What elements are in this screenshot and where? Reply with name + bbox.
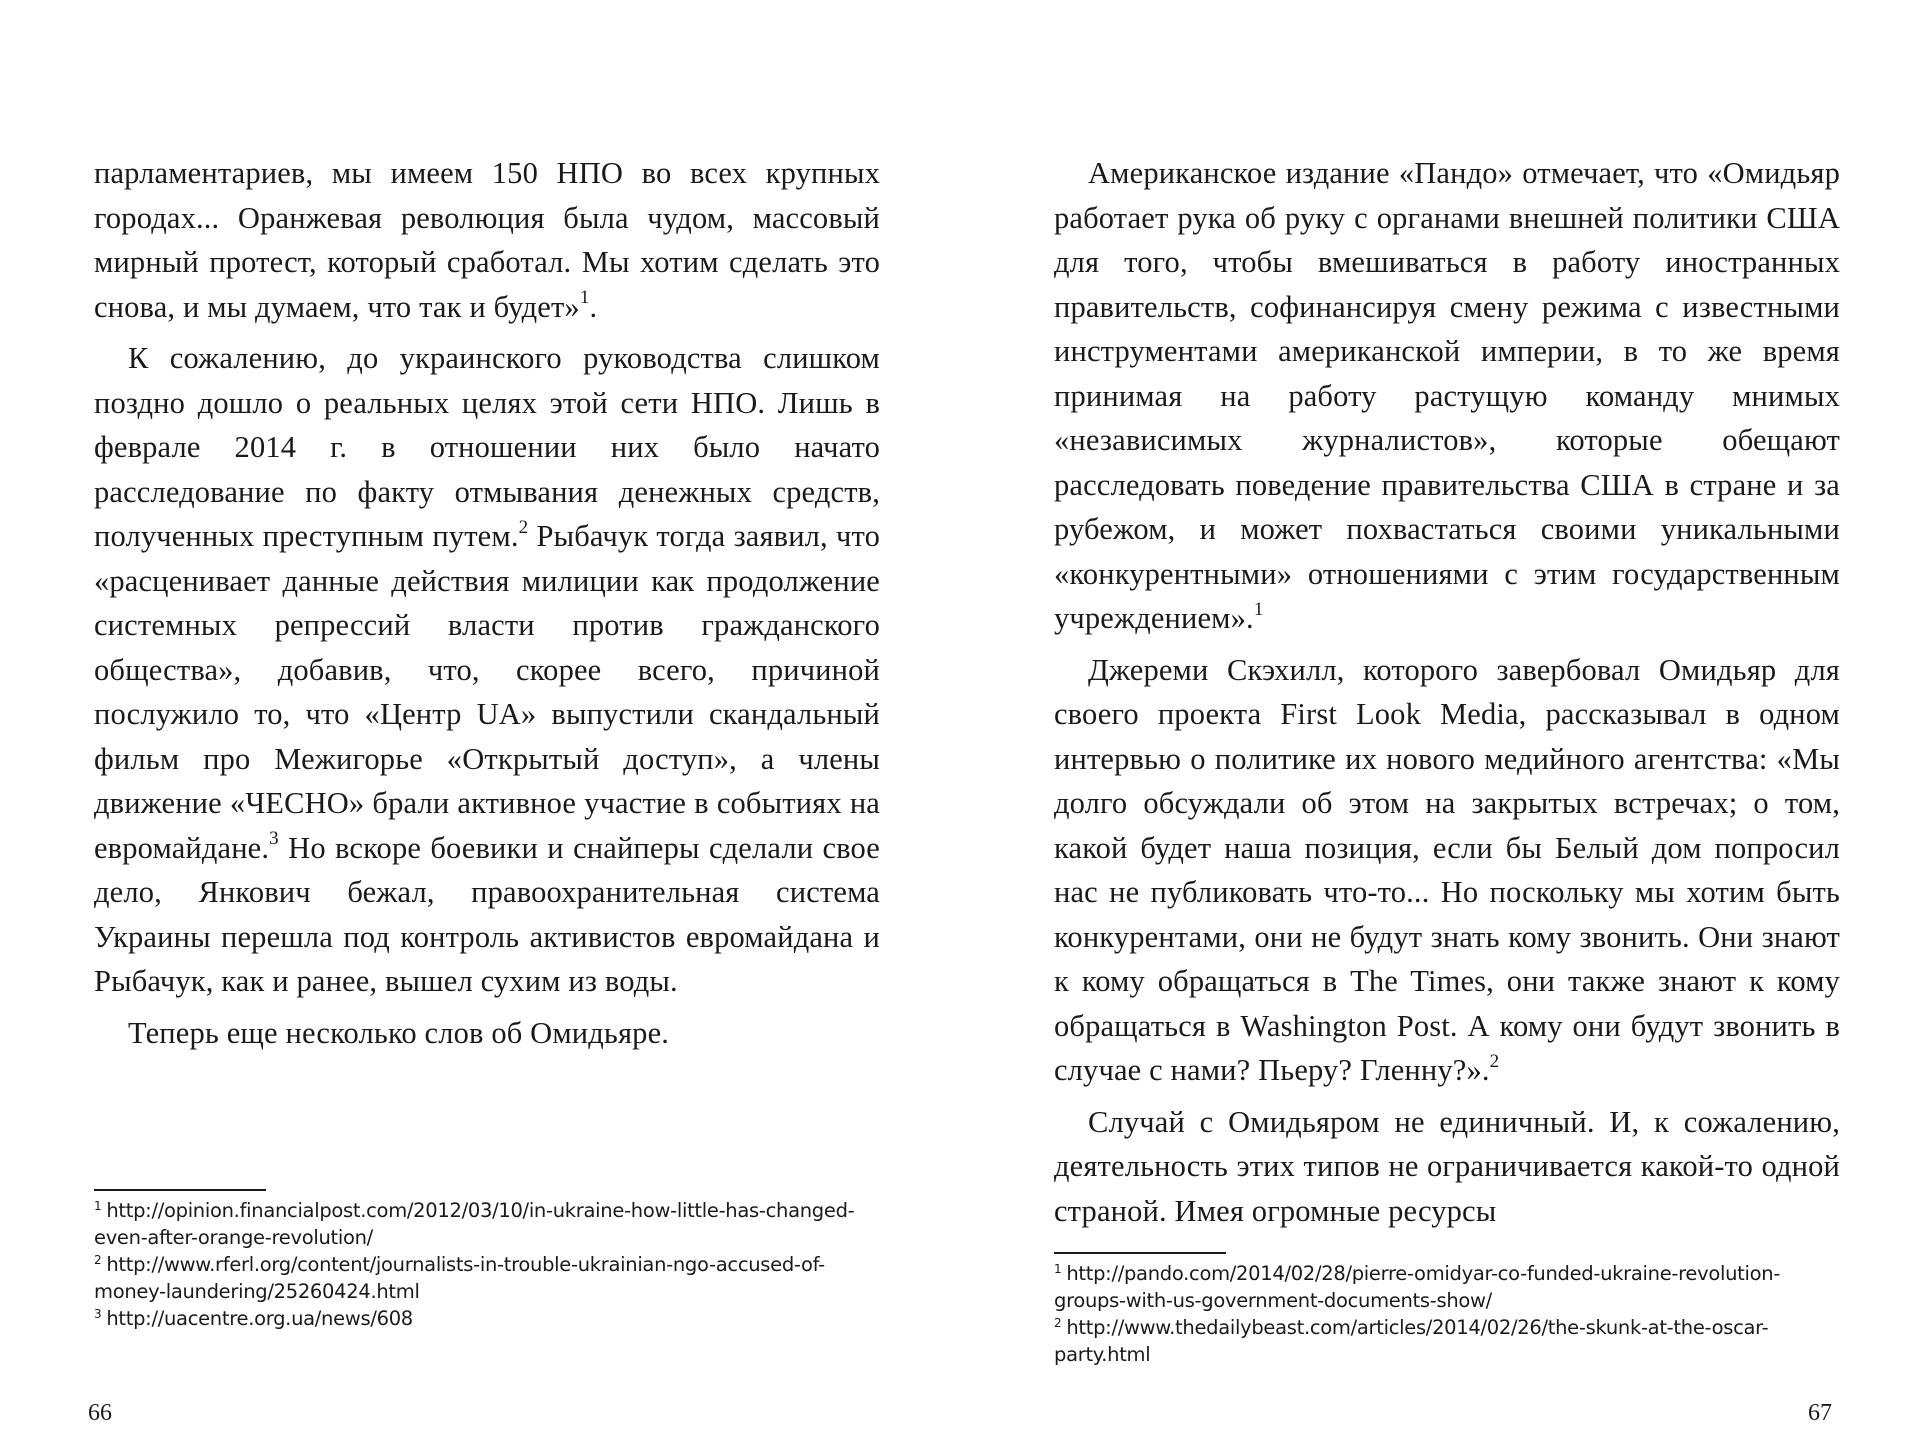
left-page-number: 66: [88, 1400, 112, 1426]
footnote: [94, 1305, 894, 1332]
footnote-line: [94, 1305, 894, 1332]
text-run: Американское издание «Пандо» отмечает, что «Омидьяр работает рука об руку с органами внешней политики США для того, чтобы вмешиваться в работу иностранных правительств, софинансируя смену режима с известными инструментами американской империи, в то же время принимая на работу растущую команду мнимых «независимых журналистов», которые обещают расследовать поведение правительства США в стране и за рубежом, и может похвастаться своими уникальными «конкурентными» отношениями с этим государственным учреждением».: [1054, 156, 1840, 635]
footnote-url: http://www.thedailybeast.com/articles/2014/02/26/the-skunk-at-the-oscar-party.html: [1054, 1316, 1769, 1366]
footnote: [1054, 1314, 1854, 1368]
right-page-number: 67: [1808, 1400, 1832, 1426]
footnote-url: groups-with-us-government-documents-show/: [1054, 1289, 1492, 1312]
text-run: Рыбачук тогда заявил, что «расценивает данные действия милиции как продолжение системных репрессий власти против гражданского общества», добавив, что, скорее всего, причиной послужило то, что «Центр UA» выпустили скандальный фильм про Межигорье «Открытый доступ», а члены движение «ЧЕСНО» брали активное участие в событиях на евромайдане.: [94, 519, 880, 865]
left-footnote-rule: [94, 1189, 266, 1191]
footnote: [94, 1251, 894, 1305]
footnote-line: [1054, 1260, 1854, 1287]
footnote-url: even-after-orange-revolution/: [94, 1226, 373, 1249]
footnote-mark: 1: [1054, 1261, 1062, 1276]
text-run: Джереми Скэхилл, которого завербовал Омидьяр для своего проекта First Look Media, рассказывал в одном интервью о политике их нового медийного агентства: «Мы долго обсуждали об этом на закрытых встречах; о том, какой будет наша позиция, если бы Белый дом попросил нас не публиковать что-то... Но поскольку мы хотим быть конкурентами, они не будут знать кому звонить. Они знают к кому обращаться в The Times, они также знают к кому обращаться в Washington Post. А кому они будут звонить в случае с нами? Пьеру? Гленну?».: [1054, 652, 1840, 1087]
right-page: [952, 0, 1905, 1451]
footnote-line: [94, 1278, 894, 1305]
footnote-url: http://uacentre.org.ua/news/608: [106, 1307, 413, 1330]
footnote-url: money-laundering/25260424.html: [94, 1280, 420, 1303]
paragraph: [1054, 1100, 1840, 1234]
right-footnotes: [1054, 1260, 1854, 1368]
paragraph: [94, 336, 880, 1004]
paragraph: [1054, 648, 1840, 1093]
footnote-mark: 2: [94, 1252, 102, 1267]
right-body-text: [1054, 151, 1840, 1233]
text-run: Теперь еще несколько слов об Омидьяре.: [128, 1015, 670, 1050]
footnote-line: [94, 1251, 894, 1278]
left-page: [0, 0, 952, 1451]
footnote-reference: 1: [579, 287, 590, 309]
footnote-line: [94, 1197, 894, 1224]
left-footnotes: [94, 1197, 894, 1332]
footnote-mark: 3: [94, 1306, 102, 1321]
footnote-reference: 2: [518, 516, 529, 538]
footnote-mark: 1: [94, 1198, 102, 1213]
text-run: парламентариев, мы имеем 150 НПО во всех крупных городах... Оранжевая революция была чудом, массовый мирный протест, который сработал. Мы хотим сделать это снова, и мы думаем, что так и будет»: [94, 156, 880, 324]
footnote-line: [1054, 1287, 1854, 1314]
footnote-reference: 1: [1253, 598, 1264, 620]
footnote-mark: 2: [1054, 1315, 1062, 1330]
footnote-url: http://opinion.financialpost.com/2012/03/10/in-ukraine-how-little-has-changed-: [106, 1199, 855, 1222]
text-run: Случай с Омидьяром не единичный. И, к сожалению, деятельность этих типов не ограничивается какой-то одной страной. Имея огромные ресурсы: [1054, 1104, 1840, 1228]
paragraph: [94, 151, 880, 329]
text-run: Но вскоре боевики и снайперы сделали свое дело, Янкович бежал, правоохранительная система Украины перешла под контроль активистов евромайдана и Рыбачук, как и ранее, вышел сухим из воды.: [94, 830, 880, 998]
footnote-reference: 2: [1489, 1050, 1500, 1072]
footnote-line: [94, 1224, 894, 1251]
footnote-reference: 3: [269, 828, 279, 850]
paragraph: [94, 1011, 880, 1056]
footnote: [1054, 1260, 1854, 1314]
text-run: К сожалению, до украинского руководства слишком поздно дошло о реальных целях этой сети НПО. Лишь в феврале 2014 г. в отношении них было начато расследование по факту отмывания денежных средств, полученных преступным путем.: [94, 341, 880, 553]
footnote: [94, 1197, 894, 1251]
footnote-url: http://pando.com/2014/02/28/pierre-omidyar-co-funded-ukraine-revolution-: [1066, 1262, 1781, 1285]
right-footnote-rule: [1054, 1252, 1226, 1254]
text-run: .: [589, 289, 598, 324]
footnote-url: http://www.rferl.org/content/journalists-in-trouble-ukrainian-ngo-accused-of-: [106, 1253, 825, 1276]
paragraph: [1054, 151, 1840, 641]
footnote-line: [1054, 1314, 1854, 1368]
left-body-text: [94, 151, 880, 1055]
